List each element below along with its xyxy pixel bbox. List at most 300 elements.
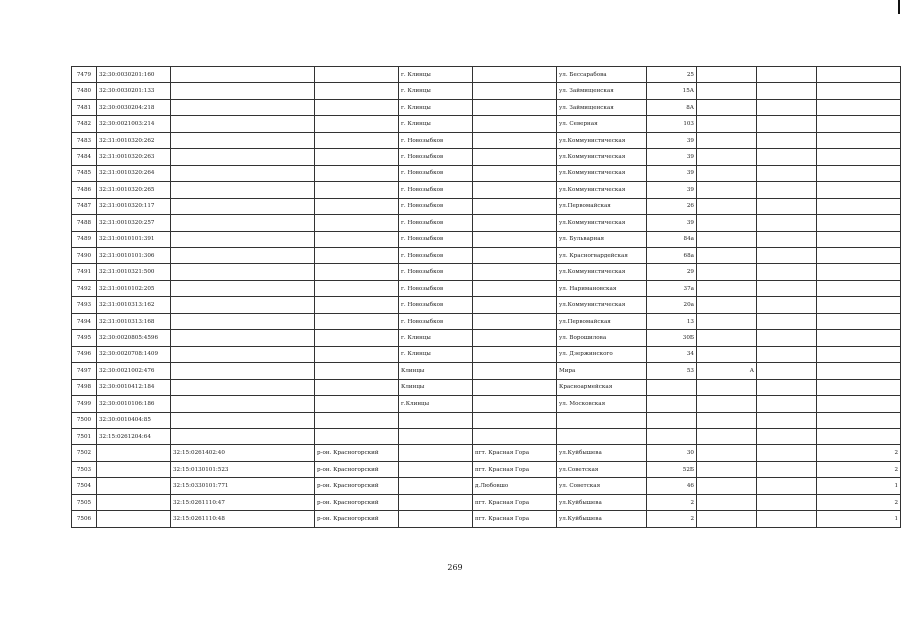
cadastral-number-cell: 32:31:0010101:306 <box>97 247 171 263</box>
district-cell <box>315 280 399 296</box>
count-cell <box>817 116 901 132</box>
extra-cell <box>757 313 817 329</box>
building-letter-cell <box>697 264 757 280</box>
district-cell <box>315 198 399 214</box>
page-number: 269 <box>447 563 463 572</box>
extra-cell <box>757 396 817 412</box>
house-number-cell: 25 <box>647 67 697 83</box>
settlement-cell: пгт. Красная Гора <box>473 511 557 527</box>
street-cell: ул.Советская <box>557 461 647 477</box>
building-letter-cell <box>697 478 757 494</box>
building-letter-cell <box>697 412 757 428</box>
city-cell <box>399 478 473 494</box>
city-cell: г. Новозыбков <box>399 297 473 313</box>
count-cell <box>817 313 901 329</box>
count-cell <box>817 396 901 412</box>
cadastral-number-cell: 32:15:0261204:64 <box>97 428 171 444</box>
cadastral-number-alt-cell <box>171 346 315 362</box>
row-number-cell: 7500 <box>72 412 97 428</box>
settlement-cell <box>473 231 557 247</box>
house-number-cell: 2 <box>647 511 697 527</box>
cadastral-number-alt-cell: 32:15:0261402:40 <box>171 445 315 461</box>
cadastral-number-alt-cell: 32:15:0261110:48 <box>171 511 315 527</box>
house-number-cell: 30Б <box>647 330 697 346</box>
street-cell: ул.Куйбышева <box>557 445 647 461</box>
table-row <box>72 297 901 313</box>
cadastral-number-alt-cell <box>171 149 315 165</box>
street-cell: ул. Советская <box>557 478 647 494</box>
cadastral-number-alt-cell <box>171 428 315 444</box>
scan-edge-mark <box>898 0 900 14</box>
street-cell: ул.Куйбышева <box>557 511 647 527</box>
city-cell: г. Новозыбков <box>399 165 473 181</box>
building-letter-cell <box>697 313 757 329</box>
building-letter-cell <box>697 396 757 412</box>
city-cell: г. Новозыбков <box>399 280 473 296</box>
table-row <box>72 330 901 346</box>
cadastral-number-cell: 32:30:0021002:476 <box>97 363 171 379</box>
row-number-cell: 7481 <box>72 99 97 115</box>
district-cell: р-он. Красногорский <box>315 478 399 494</box>
row-number-cell: 7486 <box>72 182 97 198</box>
district-cell <box>315 231 399 247</box>
count-cell <box>817 198 901 214</box>
extra-cell <box>757 247 817 263</box>
cadastral-number-alt-cell <box>171 297 315 313</box>
table-row <box>72 247 901 263</box>
settlement-cell: пгт. Красная Гора <box>473 461 557 477</box>
cadastral-number-cell: 32:30:0021003:214 <box>97 116 171 132</box>
city-cell: Клинцы <box>399 363 473 379</box>
settlement-cell <box>473 396 557 412</box>
count-cell <box>817 99 901 115</box>
table-row <box>72 412 901 428</box>
building-letter-cell <box>697 231 757 247</box>
row-number-cell: 7487 <box>72 198 97 214</box>
city-cell: г. Клинцы <box>399 116 473 132</box>
row-number-cell: 7501 <box>72 428 97 444</box>
cadastral-number-cell <box>97 494 171 510</box>
cadastral-number-cell: 32:30:0010412:184 <box>97 379 171 395</box>
cadastral-number-alt-cell <box>171 330 315 346</box>
street-cell: ул. Бульварная <box>557 231 647 247</box>
table-row <box>72 445 901 461</box>
cadastral-number-alt-cell <box>171 363 315 379</box>
table-row <box>72 83 901 99</box>
district-cell <box>315 83 399 99</box>
building-letter-cell <box>697 182 757 198</box>
row-number-cell: 7485 <box>72 165 97 181</box>
city-cell <box>399 428 473 444</box>
city-cell <box>399 461 473 477</box>
city-cell: г. Новозыбков <box>399 198 473 214</box>
cadastral-number-cell: 32:31:0010321:500 <box>97 264 171 280</box>
district-cell <box>315 346 399 362</box>
building-letter-cell <box>697 428 757 444</box>
house-number-cell: 13 <box>647 313 697 329</box>
street-cell: ул.Коммунистическая <box>557 264 647 280</box>
settlement-cell <box>473 280 557 296</box>
count-cell <box>817 280 901 296</box>
settlement-cell <box>473 297 557 313</box>
count-cell <box>817 264 901 280</box>
house-number-cell: 39 <box>647 165 697 181</box>
cadastral-number-alt-cell <box>171 67 315 83</box>
cadastral-number-alt-cell <box>171 198 315 214</box>
cadastral-number-alt-cell <box>171 165 315 181</box>
extra-cell <box>757 511 817 527</box>
count-cell: 1 <box>817 511 901 527</box>
row-number-cell: 7479 <box>72 67 97 83</box>
district-cell <box>315 165 399 181</box>
city-cell: г. Клинцы <box>399 99 473 115</box>
street-cell: ул. Наримановская <box>557 280 647 296</box>
street-cell: ул.Коммунистическая <box>557 132 647 148</box>
table-row <box>72 182 901 198</box>
table-row <box>72 116 901 132</box>
building-letter-cell <box>697 346 757 362</box>
street-cell: ул. Займищенская <box>557 83 647 99</box>
street-cell: ул.Коммунистическая <box>557 165 647 181</box>
extra-cell <box>757 346 817 362</box>
count-cell: 2 <box>817 445 901 461</box>
cadastral-number-cell: 32:31:0010320:257 <box>97 215 171 231</box>
cadastral-number-alt-cell <box>171 396 315 412</box>
cadastral-number-cell: 32:31:0010313:168 <box>97 313 171 329</box>
house-number-cell: 68а <box>647 247 697 263</box>
count-cell <box>817 231 901 247</box>
cadastral-number-cell: 32:30:0030201:160 <box>97 67 171 83</box>
cadastral-number-alt-cell <box>171 132 315 148</box>
cadastral-number-cell: 32:31:0010320:265 <box>97 182 171 198</box>
street-cell: ул.Коммунистическая <box>557 182 647 198</box>
street-cell: ул. Красногвардейская <box>557 247 647 263</box>
count-cell <box>817 132 901 148</box>
row-number-cell: 7506 <box>72 511 97 527</box>
row-number-cell: 7483 <box>72 132 97 148</box>
building-letter-cell <box>697 280 757 296</box>
district-cell <box>315 99 399 115</box>
city-cell: г. Новозыбков <box>399 215 473 231</box>
settlement-cell <box>473 379 557 395</box>
district-cell <box>315 247 399 263</box>
extra-cell <box>757 494 817 510</box>
row-number-cell: 7492 <box>72 280 97 296</box>
cadastral-number-alt-cell <box>171 264 315 280</box>
table-row <box>72 215 901 231</box>
extra-cell <box>757 231 817 247</box>
building-letter-cell <box>697 379 757 395</box>
building-letter-cell <box>697 494 757 510</box>
house-number-cell: 46 <box>647 478 697 494</box>
cadastral-number-cell: 32:31:0010320:117 <box>97 198 171 214</box>
district-cell <box>315 428 399 444</box>
count-cell <box>817 149 901 165</box>
building-letter-cell <box>697 215 757 231</box>
cadastral-number-cell: 32:30:0020805:4596 <box>97 330 171 346</box>
building-letter-cell <box>697 99 757 115</box>
street-cell <box>557 428 647 444</box>
street-cell: ул.Коммунистическая <box>557 149 647 165</box>
extra-cell <box>757 330 817 346</box>
settlement-cell <box>473 247 557 263</box>
registry-table <box>71 66 901 528</box>
cadastral-number-alt-cell <box>171 231 315 247</box>
table-row <box>72 428 901 444</box>
building-letter-cell <box>697 149 757 165</box>
row-number-cell: 7494 <box>72 313 97 329</box>
house-number-cell <box>647 412 697 428</box>
city-cell: г. Новозыбков <box>399 264 473 280</box>
district-cell: р-он. Красногорский <box>315 461 399 477</box>
table-row <box>72 280 901 296</box>
street-cell: ул.Коммунистическая <box>557 297 647 313</box>
house-number-cell: 8А <box>647 99 697 115</box>
settlement-cell <box>473 149 557 165</box>
count-cell <box>817 330 901 346</box>
cadastral-number-alt-cell <box>171 83 315 99</box>
settlement-cell: пгт. Красная Гора <box>473 494 557 510</box>
district-cell: р-он. Красногорский <box>315 445 399 461</box>
settlement-cell: пгт. Красная Гора <box>473 445 557 461</box>
building-letter-cell <box>697 247 757 263</box>
city-cell: г. Клинцы <box>399 83 473 99</box>
street-cell: ул. Ворошилова <box>557 330 647 346</box>
street-cell: ул.Первомайская <box>557 313 647 329</box>
city-cell: г. Новозыбков <box>399 149 473 165</box>
row-number-cell: 7497 <box>72 363 97 379</box>
count-cell <box>817 346 901 362</box>
cadastral-number-cell: 32:30:0010106:186 <box>97 396 171 412</box>
extra-cell <box>757 478 817 494</box>
city-cell: г. Клинцы <box>399 67 473 83</box>
extra-cell <box>757 445 817 461</box>
city-cell <box>399 511 473 527</box>
district-cell <box>315 412 399 428</box>
row-number-cell: 7502 <box>72 445 97 461</box>
settlement-cell <box>473 313 557 329</box>
city-cell: г. Новозыбков <box>399 313 473 329</box>
row-number-cell: 7495 <box>72 330 97 346</box>
city-cell: г. Новозыбков <box>399 132 473 148</box>
building-letter-cell <box>697 83 757 99</box>
house-number-cell: 53 <box>647 363 697 379</box>
city-cell: г. Клинцы <box>399 330 473 346</box>
house-number-cell: 39 <box>647 182 697 198</box>
street-cell: Мира <box>557 363 647 379</box>
extra-cell <box>757 149 817 165</box>
building-letter-cell <box>697 445 757 461</box>
house-number-cell: 34 <box>647 346 697 362</box>
table-row <box>72 99 901 115</box>
cadastral-number-alt-cell <box>171 99 315 115</box>
house-number-cell <box>647 396 697 412</box>
count-cell <box>817 297 901 313</box>
building-letter-cell <box>697 132 757 148</box>
cadastral-number-alt-cell <box>171 215 315 231</box>
cadastral-number-cell: 32:31:0010320:262 <box>97 132 171 148</box>
cadastral-number-cell: 32:30:0010404:85 <box>97 412 171 428</box>
cadastral-number-cell <box>97 461 171 477</box>
street-cell: ул. Дзержинского <box>557 346 647 362</box>
extra-cell <box>757 461 817 477</box>
row-number-cell: 7496 <box>72 346 97 362</box>
row-number-cell: 7505 <box>72 494 97 510</box>
settlement-cell <box>473 132 557 148</box>
cadastral-number-alt-cell <box>171 182 315 198</box>
cadastral-number-cell: 32:30:0030201:133 <box>97 83 171 99</box>
street-cell: Красноармейская <box>557 379 647 395</box>
settlement-cell <box>473 165 557 181</box>
district-cell <box>315 297 399 313</box>
row-number-cell: 7499 <box>72 396 97 412</box>
table-row <box>72 363 901 379</box>
district-cell <box>315 264 399 280</box>
settlement-cell <box>473 198 557 214</box>
count-cell <box>817 412 901 428</box>
extra-cell <box>757 363 817 379</box>
house-number-cell: 26 <box>647 198 697 214</box>
settlement-cell <box>473 264 557 280</box>
city-cell: г. Новозыбков <box>399 182 473 198</box>
district-cell <box>315 396 399 412</box>
cadastral-number-alt-cell: 32:15:0130101:523 <box>171 461 315 477</box>
table-row <box>72 264 901 280</box>
settlement-cell <box>473 67 557 83</box>
row-number-cell: 7480 <box>72 83 97 99</box>
settlement-cell <box>473 182 557 198</box>
house-number-cell: 37а <box>647 280 697 296</box>
city-cell: г.Клинцы <box>399 396 473 412</box>
city-cell <box>399 412 473 428</box>
district-cell <box>315 330 399 346</box>
row-number-cell: 7490 <box>72 247 97 263</box>
building-letter-cell <box>697 67 757 83</box>
settlement-cell <box>473 215 557 231</box>
count-cell <box>817 428 901 444</box>
extra-cell <box>757 116 817 132</box>
settlement-cell <box>473 83 557 99</box>
building-letter-cell <box>697 116 757 132</box>
cadastral-number-alt-cell <box>171 313 315 329</box>
house-number-cell: 52Б <box>647 461 697 477</box>
table-row <box>72 461 901 477</box>
house-number-cell: 84а <box>647 231 697 247</box>
count-cell <box>817 215 901 231</box>
row-number-cell: 7488 <box>72 215 97 231</box>
cadastral-number-alt-cell <box>171 116 315 132</box>
cadastral-number-alt-cell <box>171 280 315 296</box>
row-number-cell: 7482 <box>72 116 97 132</box>
settlement-cell <box>473 412 557 428</box>
cadastral-number-cell <box>97 445 171 461</box>
district-cell <box>315 215 399 231</box>
extra-cell <box>757 83 817 99</box>
row-number-cell: 7489 <box>72 231 97 247</box>
extra-cell <box>757 297 817 313</box>
cadastral-number-cell: 32:31:0010313:162 <box>97 297 171 313</box>
table-row <box>72 198 901 214</box>
cadastral-number-cell: 32:31:0010320:263 <box>97 149 171 165</box>
street-cell: ул.Коммунистическая <box>557 215 647 231</box>
district-cell: р-он. Красногорский <box>315 494 399 510</box>
district-cell <box>315 67 399 83</box>
extra-cell <box>757 428 817 444</box>
city-cell: г. Новозыбков <box>399 231 473 247</box>
extra-cell <box>757 280 817 296</box>
house-number-cell: 39 <box>647 132 697 148</box>
count-cell <box>817 379 901 395</box>
table-row <box>72 511 901 527</box>
table-row <box>72 313 901 329</box>
house-number-cell: 29 <box>647 264 697 280</box>
table-row <box>72 231 901 247</box>
house-number-cell: 103 <box>647 116 697 132</box>
street-cell: ул. Бессарабова <box>557 67 647 83</box>
cadastral-number-alt-cell: 32:15:0261110:47 <box>171 494 315 510</box>
extra-cell <box>757 412 817 428</box>
street-cell: ул. Московская <box>557 396 647 412</box>
count-cell <box>817 67 901 83</box>
table-row <box>72 396 901 412</box>
settlement-cell <box>473 346 557 362</box>
building-letter-cell <box>697 461 757 477</box>
district-cell <box>315 149 399 165</box>
count-cell: 2 <box>817 494 901 510</box>
district-cell <box>315 313 399 329</box>
settlement-cell <box>473 99 557 115</box>
extra-cell <box>757 215 817 231</box>
house-number-cell <box>647 428 697 444</box>
cadastral-number-alt-cell <box>171 247 315 263</box>
table-row <box>72 494 901 510</box>
city-cell <box>399 494 473 510</box>
table-body <box>72 67 901 528</box>
street-cell: ул.Куйбышева <box>557 494 647 510</box>
cadastral-number-cell: 32:31:0010320:264 <box>97 165 171 181</box>
cadastral-number-cell: 32:30:0030204:218 <box>97 99 171 115</box>
city-cell: г. Новозыбков <box>399 247 473 263</box>
district-cell: р-он. Красногорский <box>315 511 399 527</box>
extra-cell <box>757 379 817 395</box>
house-number-cell <box>647 379 697 395</box>
building-letter-cell <box>697 165 757 181</box>
settlement-cell <box>473 330 557 346</box>
table-row <box>72 67 901 83</box>
row-number-cell: 7504 <box>72 478 97 494</box>
table-row <box>72 478 901 494</box>
district-cell <box>315 379 399 395</box>
house-number-cell: 39 <box>647 215 697 231</box>
building-letter-cell <box>697 511 757 527</box>
building-letter-cell <box>697 330 757 346</box>
extra-cell <box>757 264 817 280</box>
district-cell <box>315 116 399 132</box>
count-cell <box>817 182 901 198</box>
cadastral-number-cell <box>97 511 171 527</box>
building-letter-cell <box>697 198 757 214</box>
extra-cell <box>757 198 817 214</box>
city-cell <box>399 445 473 461</box>
count-cell: 1 <box>817 478 901 494</box>
row-number-cell: 7484 <box>72 149 97 165</box>
city-cell: Клинцы <box>399 379 473 395</box>
district-cell <box>315 182 399 198</box>
house-number-cell: 30 <box>647 445 697 461</box>
extra-cell <box>757 99 817 115</box>
settlement-cell <box>473 428 557 444</box>
district-cell <box>315 363 399 379</box>
